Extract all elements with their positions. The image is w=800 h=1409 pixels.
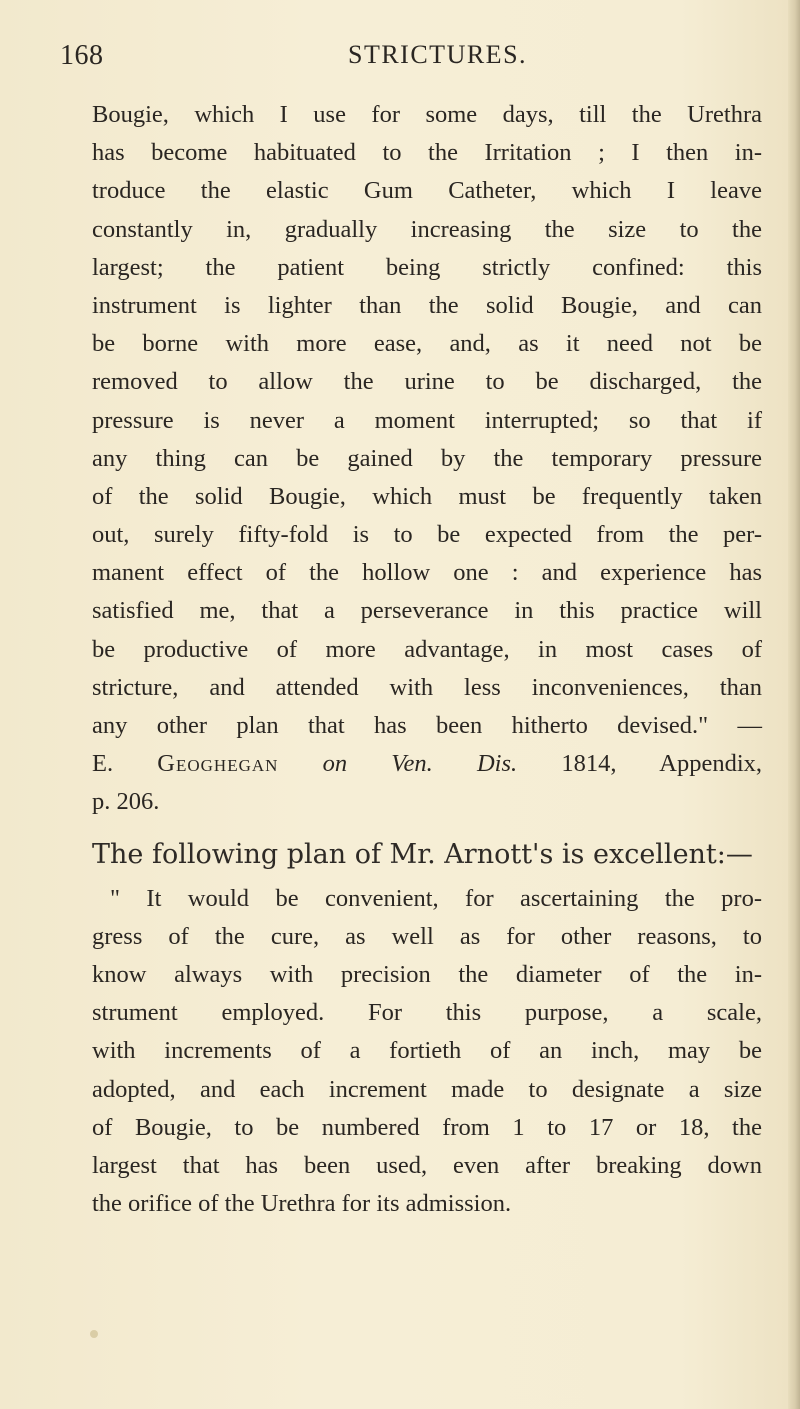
text-line: with increments of a fortieth of an inch, may be bbox=[92, 1037, 762, 1065]
text-line: any other plan that has been hitherto devised." — bbox=[92, 712, 762, 739]
citation-work: Ven. Dis. bbox=[391, 750, 518, 778]
text-line: adopted, and each increment made to designate a size bbox=[92, 1075, 762, 1103]
text-line: Bougie, which I use for some days, till the Urethra bbox=[92, 101, 762, 128]
text-line: out, surely fifty-fold is to be expected from the per- bbox=[92, 521, 762, 549]
citation-author: Geoghegan bbox=[157, 750, 279, 778]
citation-prefix: E. bbox=[92, 750, 114, 778]
text-line: troduce the elastic Gum Catheter, which I leave bbox=[92, 177, 762, 205]
page-number: 168 bbox=[60, 40, 104, 71]
text-line: satisfied me, that a perseverance in this practice will bbox=[92, 597, 762, 625]
text-line: largest that has been used, even after breaking down bbox=[92, 1151, 762, 1179]
text-line: of Bougie, to be numbered from 1 to 17 or 18, the bbox=[92, 1113, 762, 1141]
text-line: stricture, and attended with less inconveniences, than bbox=[92, 673, 762, 701]
page-header bbox=[60, 40, 760, 80]
text-line: gress of the cure, as well as for other reasons, to bbox=[92, 922, 762, 950]
text-line: of the solid Bougie, which must be frequently taken bbox=[92, 482, 762, 510]
text-line: has become habituated to the Irritation ; I then in- bbox=[92, 139, 762, 167]
text-line: any thing can be gained by the temporary pressure bbox=[92, 444, 762, 472]
paragraph-2 bbox=[92, 880, 762, 1224]
text-line: pressure is never a moment interrupted; so that if bbox=[92, 406, 762, 434]
text-line: strument employed. For this purpose, a scale, bbox=[92, 999, 762, 1027]
page-edge-shadow bbox=[788, 0, 800, 1409]
text-line: removed to allow the urine to be discharged, the bbox=[92, 368, 762, 396]
text-line: manent effect of the hollow one : and experience has bbox=[92, 559, 762, 587]
paragraph-1 bbox=[92, 96, 762, 822]
text-line: instrument is lighter than the solid Bougie, and can bbox=[92, 291, 762, 319]
citation-on: on bbox=[322, 750, 348, 778]
section-heading: The following plan of Mr. Arnott's is excellent:— bbox=[92, 838, 753, 870]
citation-page: p. 206. bbox=[92, 788, 160, 816]
text-line: be borne with more ease, and, as it need not be bbox=[92, 330, 762, 358]
text-line: constantly in, gradually increasing the size to the bbox=[92, 215, 762, 243]
citation-year: 1814, bbox=[561, 750, 617, 778]
ink-stain bbox=[90, 1330, 98, 1338]
text-line: largest; the patient being strictly confined: this bbox=[92, 253, 762, 281]
citation-appendix: Appendix, bbox=[659, 750, 763, 778]
text-line: " It would be convenient, for ascertaining the pro- bbox=[110, 884, 762, 912]
text-line: the orifice of the Urethra for its admission. bbox=[92, 1190, 512, 1218]
citation-line bbox=[92, 745, 762, 783]
text-line: be productive of more advantage, in most cases of bbox=[92, 635, 762, 663]
running-head: STRICTURES. bbox=[348, 40, 528, 69]
body-text bbox=[92, 96, 762, 1223]
text-line: know always with precision the diameter of the in- bbox=[92, 960, 762, 988]
